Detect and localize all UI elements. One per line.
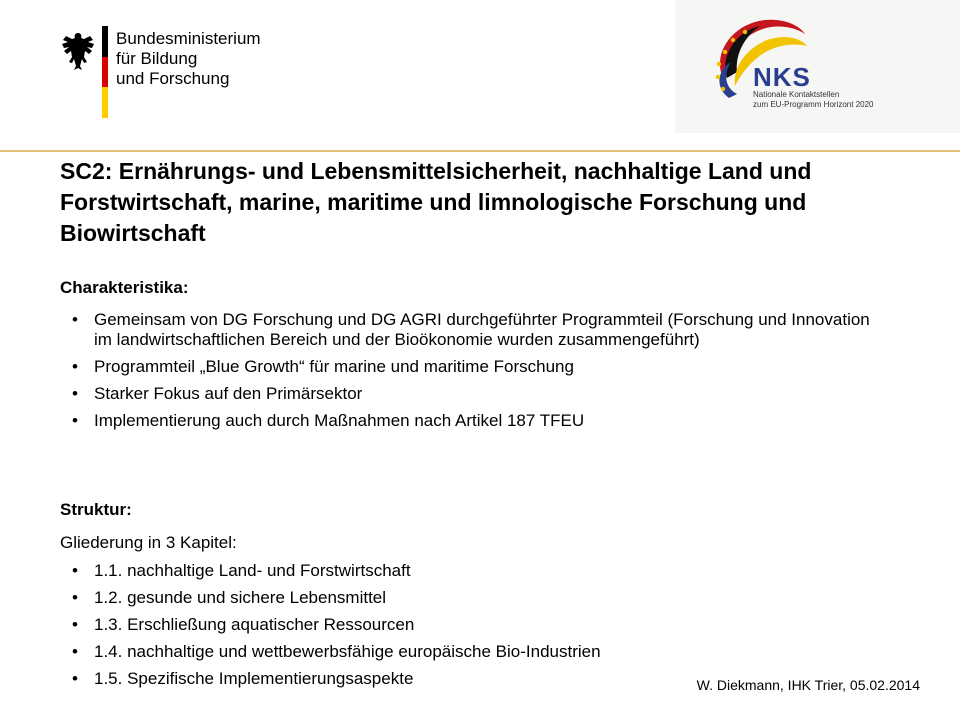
structure-intro: Gliederung in 3 Kapitel: bbox=[60, 533, 237, 552]
federal-eagle-icon bbox=[60, 30, 96, 74]
list-item: • 1.4. nachhaltige und wettbewerbsfähige europäische Bio-Industrien bbox=[72, 642, 601, 661]
bullet-icon: • bbox=[72, 411, 78, 430]
slide-title: SC2: Ernährungs- und Lebensmittelsicherheit, nachhaltige Land und Forstwirtschaft, marine, maritime und limnologische Forschung und Biowirtschaft bbox=[60, 158, 812, 246]
list-item: • 1.2. gesunde und sichere Lebensmittel bbox=[72, 588, 387, 607]
bullet-icon: • bbox=[72, 357, 78, 376]
list-item: • Implementierung auch durch Maßnahmen nach Artikel 187 TFEU bbox=[72, 411, 585, 430]
characteristics-list bbox=[60, 310, 880, 438]
nks-wordmark: NKS bbox=[753, 62, 811, 92]
list-item: • 1.5. Spezifische Implementierungsaspekte bbox=[72, 669, 414, 688]
bullet-icon: • bbox=[72, 615, 78, 634]
list-item: • 1.1. nachhaltige Land- und Forstwirtschaft bbox=[72, 561, 411, 580]
bullet-icon: • bbox=[72, 384, 78, 403]
list-item: • Starker Fokus auf den Primärsektor bbox=[72, 384, 363, 403]
structure-heading: Struktur: bbox=[60, 500, 132, 519]
footer-credit: W. Diekmann, IHK Trier, 05.02.2014 bbox=[696, 677, 920, 693]
list-item: • Programmteil „Blue Growth“ für marine und maritime Forschung bbox=[72, 357, 574, 376]
bullet-icon: • bbox=[72, 588, 78, 607]
bullet-icon: • bbox=[72, 310, 78, 329]
nks-logo bbox=[675, 0, 960, 133]
characteristics-heading: Charakteristika: bbox=[60, 278, 189, 297]
german-flag-bar bbox=[102, 26, 108, 118]
header-divider bbox=[0, 150, 960, 152]
bmbf-wordmark: Bundesministerium für Bildung und Forschung bbox=[116, 29, 261, 88]
bullet-icon: • bbox=[72, 669, 78, 688]
structure-list bbox=[60, 561, 880, 696]
slide-header bbox=[0, 0, 960, 150]
list-item: • 1.3. Erschließung aquatischer Ressourcen bbox=[72, 615, 415, 634]
list-item: • Gemeinsam von DG Forschung und DG AGRI durchgeführter Programmteil (Forschung und Innovation im landwirtschaftlichen Bereich und der Bioökonomie wurden zusammengeführt) bbox=[72, 310, 870, 349]
nks-subtitle: Nationale Kontaktstellen zum EU-Programm Horizont 2020 bbox=[753, 90, 874, 109]
bmbf-logo bbox=[60, 26, 300, 121]
bullet-icon: • bbox=[72, 561, 78, 580]
bullet-icon: • bbox=[72, 642, 78, 661]
